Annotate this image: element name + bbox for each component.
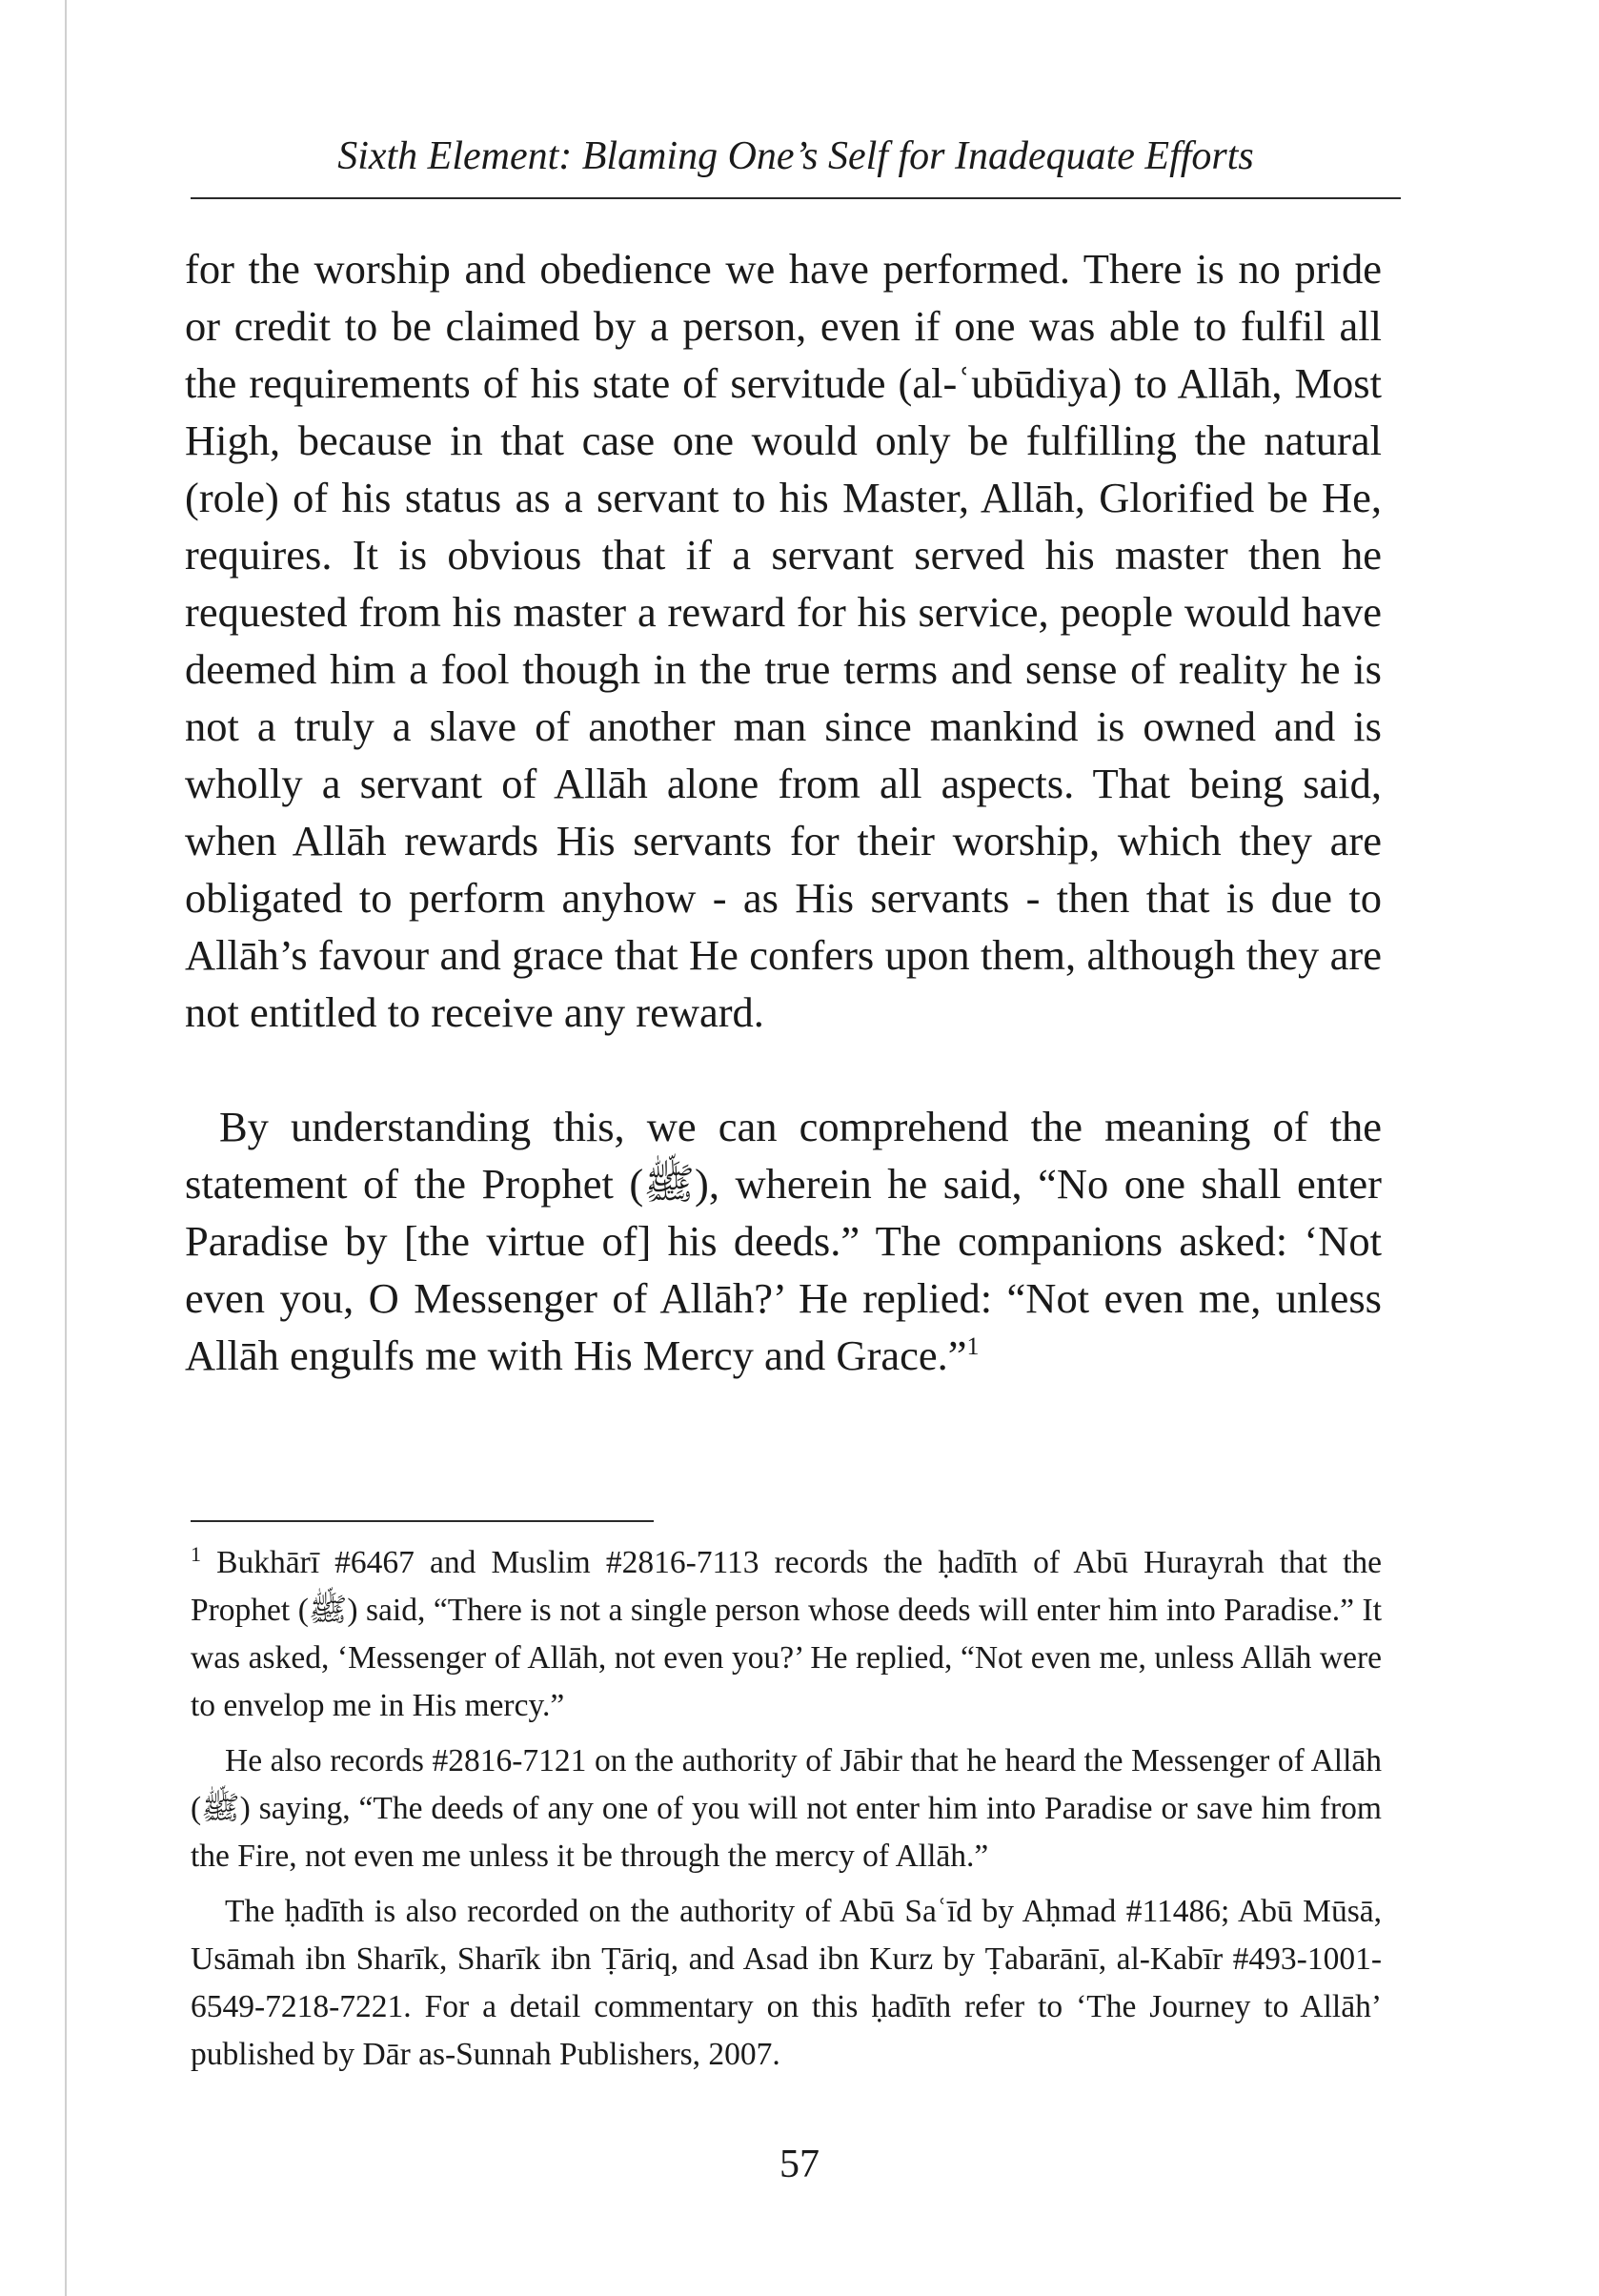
footnote-1-text: Bukhārī #6467 and Muslim #2816-7113 records the ḥadīth of Abū Hurayrah that the Prophet (ﷺ) said, “There is not a single person whose deeds will enter him into Paradise.” It was asked, ‘Messenger of Allāh, not even you?’ He replied, “Not even me, unless Allāh were to envelop me in His mercy.” <box>191 1545 1382 1723</box>
paragraph-2-text: By understanding this, we can comprehend the meaning of the statement of the Prophet (ﷺ), wherein he said, “No one shall enter Paradise by [the virtue of] his deeds.” The companions asked: ‘Not even you, O Messenger of Allāh?’ He replied: “Not even me, unless Allāh engulfs me with His Mercy and Grace.” <box>185 1103 1382 1379</box>
page-number: 57 <box>779 2143 820 2186</box>
footnote-1-continued-b <box>191 1888 1382 2079</box>
footnotes <box>191 1539 1382 2079</box>
paragraph-1 <box>185 240 1382 1041</box>
paragraph-2 <box>185 1098 1382 1384</box>
paragraph-1-text: for the worship and obedience we have performed. There is no pride or credit to be claimed by a person, even if one was able to fulfil all the requirements of his state of servitude (al-ʿubūdiya) to Allāh, Most High, because in that case one would only be fulfilling the natural (role) of his status as a servant to his Master, Allāh, Glorified be He, requires. It is obvious that if a servant served his master then he requested from his master a reward for his service, people would have deemed him a fool though in the true terms and sense of reality he is not a truly a slave of another man since mankind is owned and is wholly a servant of Allāh alone from all aspects. That being said, when Allāh rewards His servants for their worship, which they are obligated to perform anyhow - as His servants - then that is due to Allāh’s favour and grace that He confers upon them, although they are not entitled to receive any reward. <box>185 245 1382 1036</box>
running-head: Sixth Element: Blaming One’s Self for Inadequate Efforts <box>337 134 1254 178</box>
header-rule <box>191 197 1401 199</box>
main-text <box>185 240 1382 1384</box>
footnote-2-text: He also records #2816-7121 on the authority of Jābir that he heard the Messenger of Allāh (ﷺ) saying, “The deeds of any one of you will not enter him into Paradise or save him from the Fire, not even me unless it be through the mercy of Allāh.” <box>191 1743 1382 1874</box>
binding-gutter-line <box>65 0 67 2296</box>
footnote-rule <box>191 1520 654 1522</box>
footnote-marker: 1 <box>191 1541 201 1566</box>
footnote-reference: 1 <box>966 1332 980 1361</box>
footnote-1 <box>191 1539 1382 1730</box>
footnote-1-continued-a <box>191 1737 1382 1880</box>
footnote-3-text: The ḥadīth is also recorded on the authority of Abū Saʿīd by Aḥmad #11486; Abū Mūsā, Usāmah ibn Sharīk, Sharīk ibn Ṭāriq, and Asad ibn Kurz by Ṭabarānī, al-Kabīr #493-1001-6549-7218-7221. For a detail commentary on this ḥadīth refer to ‘The Journey to Allāh’ published by Dār as-Sunnah Publishers, 2007. <box>191 1894 1382 2072</box>
